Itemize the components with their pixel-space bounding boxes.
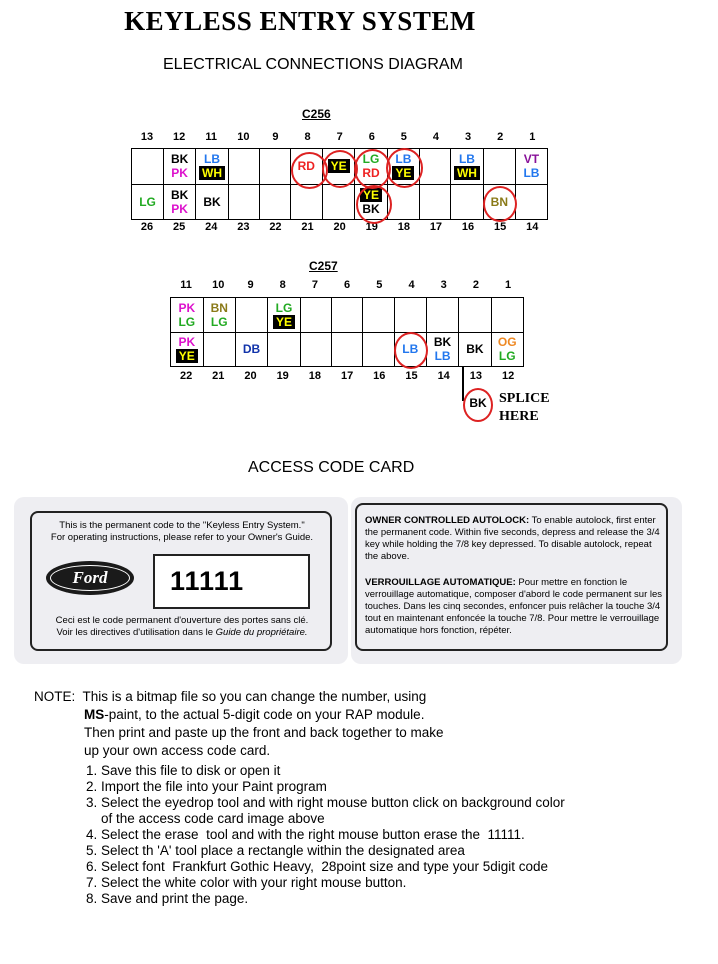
ford-logo-text: Ford <box>50 565 130 591</box>
pin-number: 13 <box>469 370 483 382</box>
pin-number: 2 <box>472 279 479 291</box>
card-front-english <box>32 520 332 544</box>
c257-cavity <box>300 298 331 333</box>
wire <box>171 301 203 315</box>
splice-wire: BK <box>469 396 487 410</box>
pin-number: 15 <box>405 370 418 382</box>
wire <box>427 349 458 363</box>
wire-color-label: YE <box>273 315 295 329</box>
step-item: 4. Select the erase tool and with the right mouse button erase the 11111. <box>86 827 525 842</box>
pin-number: 17 <box>429 221 443 233</box>
c257-cavity <box>394 298 426 333</box>
pin-number: 6 <box>344 279 351 291</box>
c257-cavity <box>332 298 363 333</box>
c256-cavity <box>132 184 164 220</box>
wire <box>171 315 203 329</box>
wire <box>196 195 228 209</box>
note-line3: Then print and paste up the front and back together to make <box>84 725 444 740</box>
pin-number: 2 <box>497 131 504 143</box>
step-item: 5. Select th 'A' tool place a rectangle within the designated area <box>86 843 465 858</box>
wire-color-label: BN <box>210 300 228 315</box>
wire-color-label: PK <box>178 300 196 315</box>
c257-cavity <box>268 298 301 333</box>
c257-cavity <box>363 332 394 367</box>
step-item: 2. Import the file into your Paint program <box>86 779 327 794</box>
c257-cavity <box>171 298 204 333</box>
wire-color-label: BK <box>466 342 484 357</box>
pin-number: 26 <box>140 221 154 233</box>
c257-cavity <box>268 332 301 367</box>
card-front <box>14 497 348 664</box>
highlight-circle <box>322 150 358 188</box>
wire-color-label: PK <box>178 335 196 350</box>
code-number: 11111 <box>170 566 245 596</box>
pin-number: 11 <box>180 279 192 291</box>
c257-bottom-row <box>171 332 524 367</box>
pin-number: 15 <box>494 221 507 233</box>
splice-line2: HERE <box>499 409 539 424</box>
wire-color-label: LB <box>402 342 419 357</box>
wire-color-label: RD <box>362 166 380 181</box>
wire-color-label: LB <box>395 152 412 167</box>
pin-number: 19 <box>365 221 378 233</box>
c257-connector <box>170 297 524 367</box>
c257-cavity <box>332 332 363 367</box>
pin-number: 7 <box>311 279 318 291</box>
pin-number: 12 <box>173 131 186 143</box>
wire <box>171 349 203 363</box>
code-box <box>153 554 310 609</box>
wire <box>196 166 228 180</box>
wire-color-label: BK <box>362 201 380 216</box>
wire <box>164 202 195 216</box>
access-code-title: ACCESS CODE CARD <box>248 459 415 476</box>
pin-number: 10 <box>237 131 250 143</box>
wire <box>492 335 523 349</box>
c256-cavity <box>515 149 547 185</box>
wire-color-label: BK <box>170 187 189 202</box>
pin-number: 16 <box>461 221 475 233</box>
wire <box>268 315 300 329</box>
c256-cavity <box>451 184 484 220</box>
wire <box>164 166 195 180</box>
c257-cavity <box>235 332 267 367</box>
wire-color-label: LB <box>204 152 221 167</box>
wire <box>492 349 523 363</box>
splice-note <box>499 390 550 426</box>
wire-color-label: LG <box>498 349 516 364</box>
note-line4: up your own access code card. <box>84 743 271 758</box>
wire-color-label: OG <box>497 335 517 350</box>
page-subtitle: ELECTRICAL CONNECTIONS DIAGRAM <box>163 56 463 73</box>
wire <box>451 166 483 180</box>
card-back <box>351 497 682 664</box>
c257-cavity <box>491 298 523 333</box>
wire <box>516 152 547 166</box>
c257-cavity <box>426 332 458 367</box>
highlight-circle <box>394 332 428 369</box>
pin-number: 11 <box>205 131 218 143</box>
highlight-circle <box>483 186 517 222</box>
pin-number: 7 <box>336 131 343 143</box>
c256-cavity <box>259 149 290 185</box>
wire-color-label: YE <box>392 166 414 180</box>
pin-number: 17 <box>340 370 354 382</box>
pin-number: 3 <box>464 131 472 143</box>
wire-color-label: PK <box>171 166 188 181</box>
wire-color-label: YE <box>176 349 198 363</box>
c256-cavity <box>196 184 229 220</box>
pin-number: 18 <box>308 370 322 382</box>
pin-number: 8 <box>279 279 286 291</box>
wire <box>204 301 235 315</box>
pin-number: 23 <box>237 221 250 233</box>
wire-color-label: BK <box>203 194 221 209</box>
card-front-fr2: Voir les directives d'utilisation dans le Guide du propriétaire. <box>56 627 308 638</box>
splice-line1: SPLICE <box>499 391 550 406</box>
c256-cavity <box>228 184 259 220</box>
c257-label: C257 <box>309 259 338 273</box>
note-line1: NOTE: This is a bitmap file so you can change the number, using <box>34 689 427 704</box>
pin-number: 25 <box>173 221 186 233</box>
card-front-line2: For operating instructions, please refer to your Owner's Guide. <box>50 532 314 543</box>
wire-color-label: PK <box>171 201 188 216</box>
wire <box>164 188 195 202</box>
wire <box>516 166 547 180</box>
c256-cavity <box>451 149 484 185</box>
steps-list <box>86 763 565 907</box>
c256-cavity <box>387 184 419 220</box>
step-item: of the access code card image above <box>86 811 325 826</box>
wire-color-label: LB <box>434 349 451 364</box>
wire-color-label: VT <box>523 152 540 167</box>
pin-number: 4 <box>432 131 439 143</box>
pin-number: 14 <box>526 221 539 233</box>
c256-cavity <box>322 184 354 220</box>
c257-cavity <box>459 332 491 367</box>
c256-cavity <box>515 184 547 220</box>
pin-number: 3 <box>440 279 447 291</box>
c256-cavity <box>259 184 290 220</box>
pin-number: 8 <box>304 131 311 143</box>
ford-logo <box>46 561 134 595</box>
wire-color-label: LB <box>458 152 475 167</box>
c256-cavity <box>483 149 515 185</box>
pin-number: 10 <box>212 279 225 291</box>
wire <box>459 342 490 356</box>
c256-cavity <box>164 149 196 185</box>
step-item: 6. Select font Frankfurt Gothic Heavy, 28point size and type your 5digit code <box>86 859 548 874</box>
wire-color-label: LG <box>362 152 380 167</box>
highlight-circle <box>386 148 423 188</box>
pin-number: 21 <box>301 221 314 233</box>
pin-number: 24 <box>205 221 218 233</box>
wire-color-label: BK <box>170 152 189 167</box>
pin-number: 20 <box>244 370 257 382</box>
c257-cavity <box>171 332 204 367</box>
note-line2: MS-paint, to the actual 5-digit code on your RAP module. <box>84 707 425 722</box>
pin-number: 19 <box>276 370 289 382</box>
c256-cavity <box>290 184 322 220</box>
pin-number: 22 <box>269 221 282 233</box>
wire <box>427 335 458 349</box>
c256-cavity <box>420 149 451 185</box>
c256-label: C256 <box>302 107 331 121</box>
wire-color-label: DB <box>242 342 261 357</box>
wire-color-label: BN <box>490 194 508 209</box>
step-item: 1. Save this file to disk or open it <box>86 763 281 778</box>
wire-color-label: YE <box>360 188 382 202</box>
wire-color-label: WH <box>199 166 225 180</box>
c257-cavity <box>491 332 523 367</box>
wire <box>451 152 483 166</box>
c257-cavity <box>363 298 394 333</box>
wire-color-label: BK <box>433 335 452 350</box>
pin-number: 13 <box>140 131 154 143</box>
step-item: 7. Select the white color with your right mouse button. <box>86 875 407 890</box>
c256-cavity <box>228 149 259 185</box>
pin-number: 12 <box>501 370 515 382</box>
pin-number: 5 <box>400 131 407 143</box>
wire <box>204 315 235 329</box>
pin-number: 18 <box>397 221 410 233</box>
c257-cavity <box>426 298 458 333</box>
c256-cavity <box>132 149 164 185</box>
c256-cavity <box>164 184 196 220</box>
c256-cavity <box>420 184 451 220</box>
pin-number: 16 <box>373 370 386 382</box>
wire <box>132 195 163 209</box>
card-front-line1: This is the permanent code to the "Keyless Entry System." <box>59 520 305 531</box>
wire-color-label: WH <box>454 166 480 180</box>
c257-top-row <box>171 298 524 333</box>
step-item: 8. Save and print the page. <box>86 891 249 906</box>
card-back-french: VERROUILLAGE AUTOMATIQUE: Pour mettre en fonction le verrouillage automatique, composer d'abord le code permanent sur les touches. Dans les cinq secondes, enfoncer puis relâcher la touche 3/4 tout en maintenant enfoncée la touche 7/8. Pour mettre le verrouillage automatique hors fonction, répéter. <box>365 577 663 636</box>
wire-color-label: LG <box>139 194 156 209</box>
step-item: 3. Select the eyedrop tool and with right mouse button click on background color <box>86 795 565 810</box>
pin-number: 6 <box>368 131 375 143</box>
page-title: KEYLESS ENTRY SYSTEM <box>124 6 476 36</box>
wire-color-label: LG <box>178 314 196 329</box>
wire <box>164 152 195 166</box>
card-back-english: OWNER CONTROLLED AUTOLOCK: To enable autolock, first enter the permanent code. Within five seconds, depress and release the 3/4 key while holding the 7/8 key depressed. To disable autolock, repeat the above. <box>365 515 660 562</box>
pin-number: 21 <box>212 370 225 382</box>
c257-cavity <box>459 298 491 333</box>
highlight-circle <box>356 185 392 224</box>
c256-cavity <box>196 149 229 185</box>
wire-color-label: LB <box>523 166 540 181</box>
pin-number: 20 <box>333 221 346 233</box>
wire <box>171 335 203 349</box>
pin-number: 9 <box>272 131 279 143</box>
pin-number: 22 <box>179 370 193 382</box>
pin-number: 1 <box>505 279 512 291</box>
note-block <box>34 688 443 760</box>
wire-color-label: LG <box>275 300 293 315</box>
wire <box>236 342 267 356</box>
pin-number: 4 <box>408 279 415 291</box>
wire <box>196 152 228 166</box>
wire <box>268 301 300 315</box>
pin-number: 1 <box>529 131 536 143</box>
c257-cavity <box>235 298 267 333</box>
card-front-french <box>32 615 332 639</box>
wire-color-label: LG <box>210 314 228 329</box>
pin-number: 9 <box>247 279 254 291</box>
c257-cavity <box>300 332 331 367</box>
pin-number: 5 <box>376 279 383 291</box>
c257-cavity <box>203 332 235 367</box>
wire-color-label: YE <box>328 159 350 173</box>
wire-color-label: RD <box>297 159 315 174</box>
card-front-fr1: Ceci est le code permanent d'ouverture des portes sans clé. <box>55 615 309 626</box>
pin-number: 14 <box>437 370 450 382</box>
c257-cavity <box>203 298 235 333</box>
